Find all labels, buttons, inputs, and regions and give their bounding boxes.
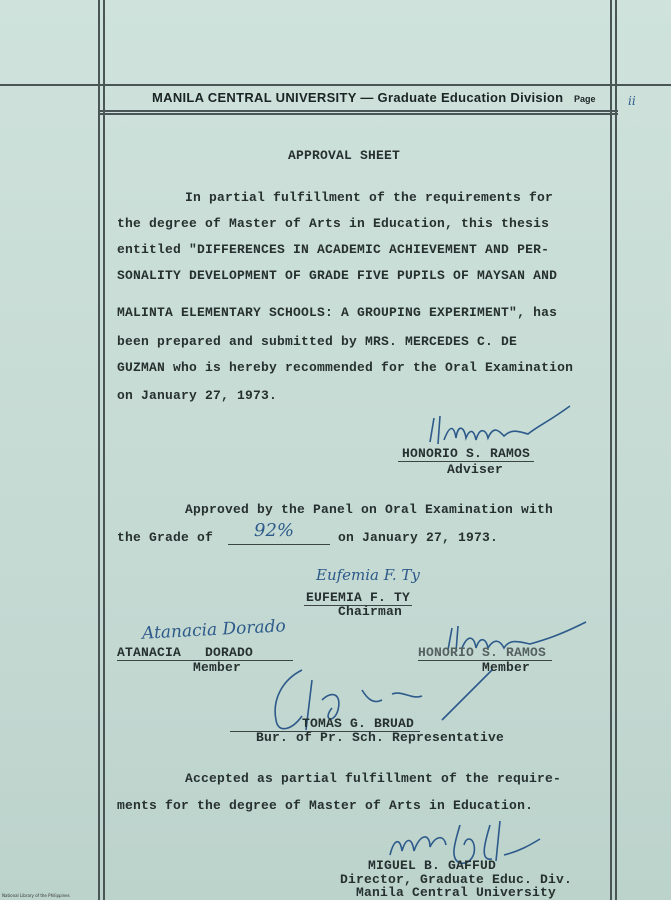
- grade-prefix: the Grade of: [117, 530, 214, 545]
- chairman-signature: Eufemia F. Ty: [316, 566, 420, 584]
- body-line: entitled "DIFFERENCES IN ACADEMIC ACHIEVEMENT AND PER-: [117, 242, 550, 257]
- body-line: the degree of Master of Arts in Education, this thesis: [117, 216, 550, 231]
- footer-credit: National Library of the Philippines: [2, 893, 70, 898]
- grade-value: 92%: [254, 520, 295, 541]
- body-line: on January 27, 1973.: [117, 388, 278, 403]
- body-line: SONALITY DEVELOPMENT OF GRADE FIVE PUPILS OF MAYSAN AND: [117, 268, 558, 283]
- acceptance-line: ments for the degree of Master of Arts in Education.: [117, 798, 534, 813]
- body-line: In partial fulfillment of the requirements for: [185, 190, 554, 205]
- member-right-name: HONORIO S. RAMOS: [418, 645, 552, 661]
- member-right-role: Member: [482, 660, 531, 675]
- grade-blank: [228, 522, 330, 545]
- right-margin-line-outer: [615, 0, 617, 900]
- director-title: Director, Graduate Educ. Div.: [340, 872, 573, 887]
- university-name: MANILA CENTRAL UNIVERSITY — Graduate Education Division: [152, 90, 564, 105]
- chairman-role: Chairman: [338, 604, 403, 619]
- director-affiliation: Manila Central University: [356, 885, 557, 900]
- grade-suffix: on January 27, 1973.: [338, 530, 499, 545]
- body-line: GUZMAN who is hereby recommended for the Oral Examination: [117, 360, 574, 375]
- left-margin-line-inner: [103, 0, 105, 900]
- document-title: APPROVAL SHEET: [288, 148, 401, 163]
- chairman-name: EUFEMIA F. TY: [306, 590, 411, 605]
- approval-line: Approved by the Panel on Oral Examination with: [185, 502, 554, 517]
- header-bottom-rule: [98, 110, 618, 112]
- adviser-role: Adviser: [447, 462, 504, 477]
- header-top-rule: [0, 84, 671, 86]
- right-margin-line: [610, 0, 612, 900]
- member-left-name: ATANACIA DORADO: [117, 645, 293, 661]
- representative-role: Bur. of Pr. Sch. Representative: [256, 730, 505, 745]
- member-left-role: Member: [193, 660, 242, 675]
- adviser-name: HONORIO S. RAMOS: [398, 446, 534, 462]
- body-line: MALINTA ELEMENTARY SCHOOLS: A GROUPING EXPERIMENT", has: [117, 305, 558, 320]
- page-number: ii: [628, 94, 636, 108]
- letterhead: [100, 88, 612, 110]
- header-bottom-rule-2: [98, 113, 618, 115]
- page-label: Page: [574, 94, 596, 104]
- body-line: been prepared and submitted by MRS. MERCEDES C. DE: [117, 334, 518, 349]
- director-name: MIGUEL B. GAFFUD: [368, 858, 497, 873]
- representative-name: TOMAS G. BRUAD: [230, 716, 420, 732]
- acceptance-line: Accepted as partial fulfillment of the require-: [185, 771, 562, 786]
- member-left-signature: Atanacia Dorado: [141, 616, 287, 644]
- left-margin-line: [98, 0, 100, 900]
